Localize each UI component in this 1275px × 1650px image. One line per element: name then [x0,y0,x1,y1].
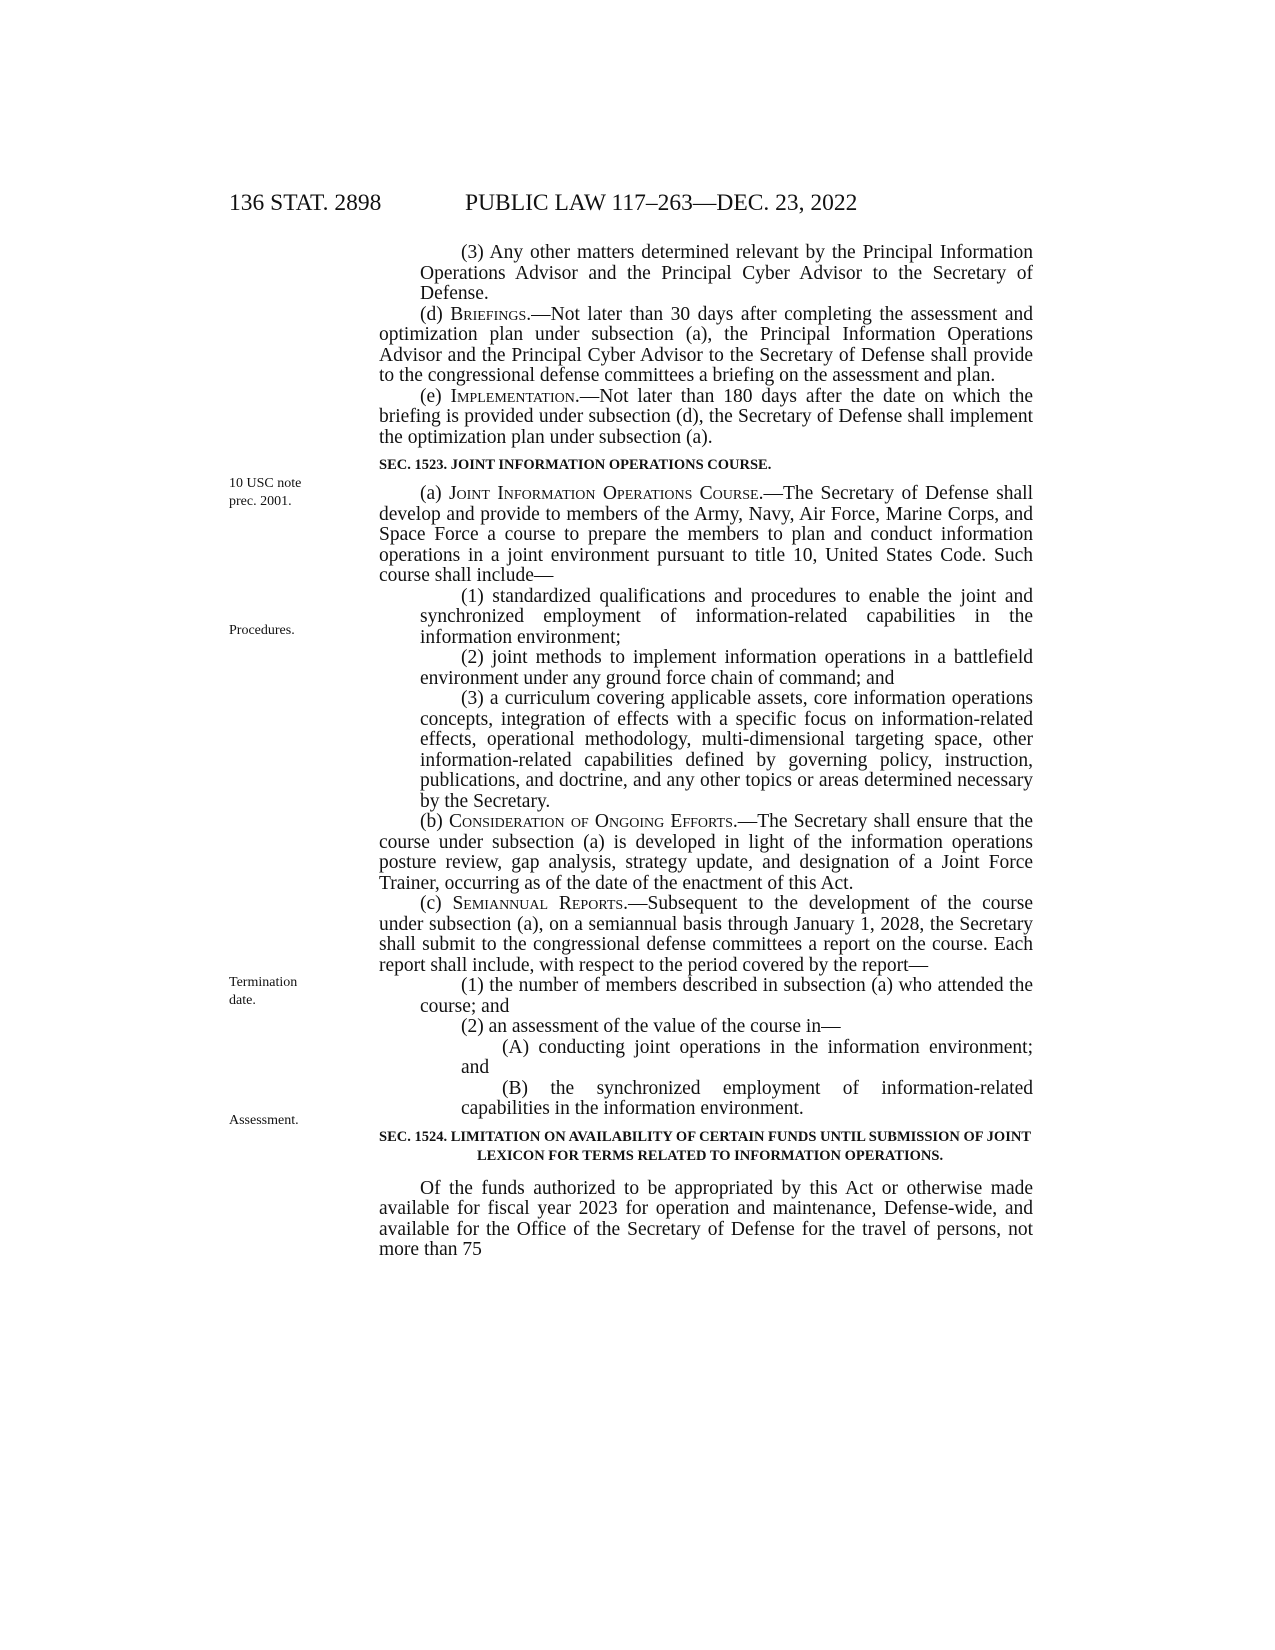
margin-note-termination-date [229,974,297,1010]
margin-note-procedures: Procedures. [229,623,295,638]
subsection-e-text: .—Not later than 180 days after the date on which the briefing is provided under subsection (d), the Secretary of Defense shall implement the optimization plan under subsection (a). [379,385,1033,448]
section-1523-heading: SEC. 1523. JOINT INFORMATION OPERATIONS COURSE. [379,457,772,473]
paragraph-c3: (3) Any other matters determined relevant by the Principal Information Operations Advisor and the Principal Cyber Advisor to the Secretary of Defense. [420,242,1033,304]
subsection-c-label: (c) [420,893,453,914]
subparagraph-c2-b: (B) the synchronized employment of information-related capabilities in the information environment. [461,1077,1033,1119]
margin-note-usc-line2: prec. 2001. [229,494,292,509]
margin-note-assessment: Assessment. [229,1113,299,1128]
stat-citation: 136 STAT. 2898 [229,190,382,216]
margin-note-termination-line1: Termination [229,975,298,990]
subsection-b-heading: Consideration of Ongoing Efforts [448,811,733,832]
subsection-a-text: .—The Secretary of Defense shall develop and provide to members of the Army, Navy, Air Force, Marine Corps, and Space Force a course to prepare the members to plan and conduct information operations in a joint environment pursuant to title 10, United States Code. Such course shall include— [379,483,1033,586]
margin-note-usc [229,475,301,511]
subsection-b-label: (b) [420,811,449,832]
subsection-d [379,305,1033,387]
subsection-e [379,387,1033,449]
subsection-c [379,894,1033,976]
paragraph-c2: (2) an assessment of the value of the course in— [461,1016,841,1037]
paragraph-c1: (1) the number of members described in subsection (a) who attended the course; and [420,975,1033,1017]
subsection-d-label: (d) [420,303,451,325]
subsection-a-heading: Joint Information Operations Course [448,483,759,504]
subsection-c-text: .—Subsequent to the development of the course under subsection (a), on a semiannual basis through January 1, 2028, the Secretary shall submit to the congressional defense committees a report on the course. Each report shall include, with respect to the period covered by the report— [379,893,1033,976]
subsection-a [379,484,1033,587]
subsection-d-text: .—Not later than 30 days after completing the assessment and optimization plan under subsection (a), the Principal Information Operations Advisor and the Principal Cyber Advisor to the Secretary of Defense shall provide to the congressional defense committees a briefing on the assessment and plan. [379,303,1033,386]
page-header [229,186,1033,220]
subsection-b-text: .—The Secretary shall ensure that the course under subsection (a) is developed in light of the information operations posture review, gap analysis, strategy update, and designation of a Joint Force Trainer, occurring as of the date of the enactment of this Act. [379,811,1033,894]
section-1524-heading: SEC. 1524. LIMITATION ON AVAILABILITY OF CERTAIN FUNDS UNTIL SUBMISSION OF JOINT LEXICON FOR TERMS RELATED TO INFORMATION OPERATIONS. [379,1128,1031,1164]
document-body [379,243,1033,1261]
paragraph-a2: (2) joint methods to implement information operations in a battlefield environment under any ground force chain of command; and [420,647,1033,689]
paragraph-a1: (1) standardized qualifications and procedures to enable the joint and synchronized employment of information-related capabilities in the information environment; [420,585,1033,648]
subsection-b [379,812,1033,894]
subparagraph-c2-a: (A) conducting joint operations in the information environment; and [461,1036,1033,1078]
public-law-title: PUBLIC LAW 117–263—DEC. 23, 2022 [465,190,858,216]
margin-note-usc-line1: 10 USC note [229,476,302,491]
subsection-c-heading: Semiannual Reports [452,893,624,914]
margin-note-termination-line2: date. [229,993,256,1008]
section-1524-paragraph: Of the funds authorized to be appropriated by this Act or otherwise made available for fiscal year 2023 for operation and maintenance, Defense-wide, and available for the Office of the Secretary of Defense for the travel of persons, not more than 75 [379,1177,1033,1260]
subsection-e-label: (e) [420,385,451,407]
paragraph-a3: (3) a curriculum covering applicable assets, core information operations concepts, integration of effects with a specific focus on information-related effects, operational methodology, multi-dimensional targeting space, other information-related capabilities defined by governing policy, instruction, publications, and doctrine, and any other topics or areas determined necessary by the Secretary. [420,688,1033,812]
subsection-e-heading: Implementation [450,385,575,407]
subsection-a-label: (a) [420,483,449,504]
subsection-d-heading: Briefings [450,303,527,325]
